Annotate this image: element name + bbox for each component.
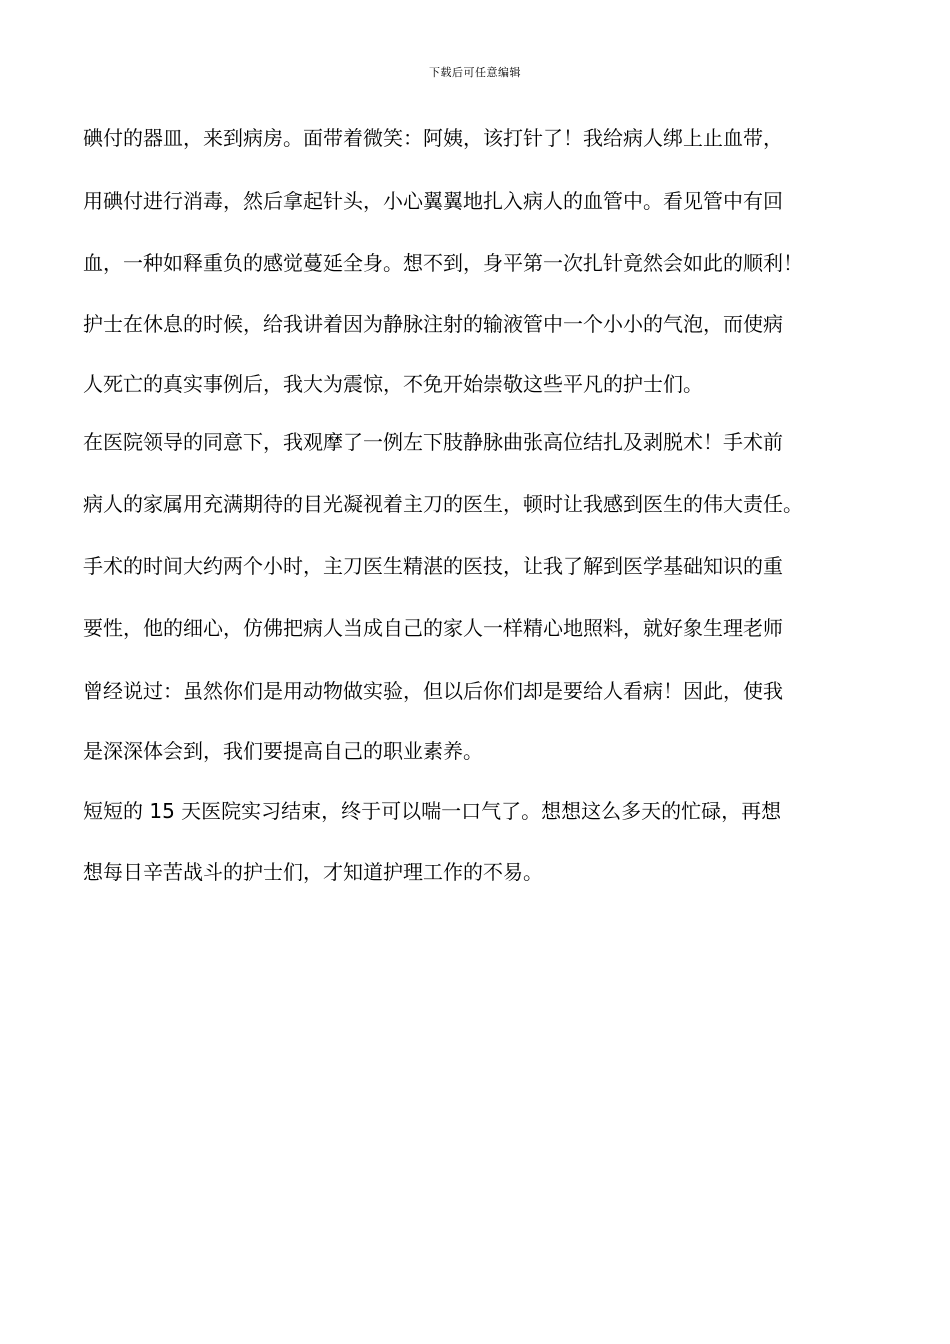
paragraph-line: 是深深体会到，我们要提高自己的职业素养。: [83, 739, 483, 763]
paragraph-line: 用碘付进行消毒，然后拿起针头，小心翼翼地扎入病人的血管中。看见管中有回: [83, 189, 783, 213]
paragraph-line: 血，一种如释重负的感觉蔓延全身。想不到，身平第一次扎针竟然会如此的顺利！: [83, 251, 803, 275]
paragraph-line: 在医院领导的同意下，我观摩了一例左下肢静脉曲张高位结扎及剥脱术！手术前: [83, 430, 783, 454]
page-header: 下载后可任意编辑: [429, 66, 521, 79]
paragraph-line: 想每日辛苦战斗的护士们，才知道护理工作的不易。: [83, 860, 543, 884]
paragraph-line: 要性，他的细心，仿佛把病人当成自己的家人一样精心地照料，就好象生理老师: [83, 616, 783, 640]
paragraph-line: 短短的 15 天医院实习结束，终于可以喘一口气了。想想这么多天的忙碌，再想: [83, 799, 782, 823]
paragraph-line: 人死亡的真实事例后，我大为震惊，不免开始崇敬这些平凡的护士们。: [83, 372, 703, 396]
paragraph-line: 手术的时间大约两个小时，主刀医生精湛的医技，让我了解到医学基础知识的重: [83, 554, 783, 578]
paragraph-line: 碘付的器皿，来到病房。面带着微笑：阿姨，该打针了！我给病人绑上止血带，: [83, 126, 783, 150]
paragraph-line: 病人的家属用充满期待的目光凝视着主刀的医生，顿时让我感到医生的伟大责任。: [83, 492, 803, 516]
paragraph-line: 曾经说过：虽然你们是用动物做实验，但以后你们却是要给人看病！因此，使我: [83, 679, 783, 703]
paragraph-line: 护士在休息的时候，给我讲着因为静脉注射的输液管中一个小小的气泡，而使病: [83, 312, 783, 336]
